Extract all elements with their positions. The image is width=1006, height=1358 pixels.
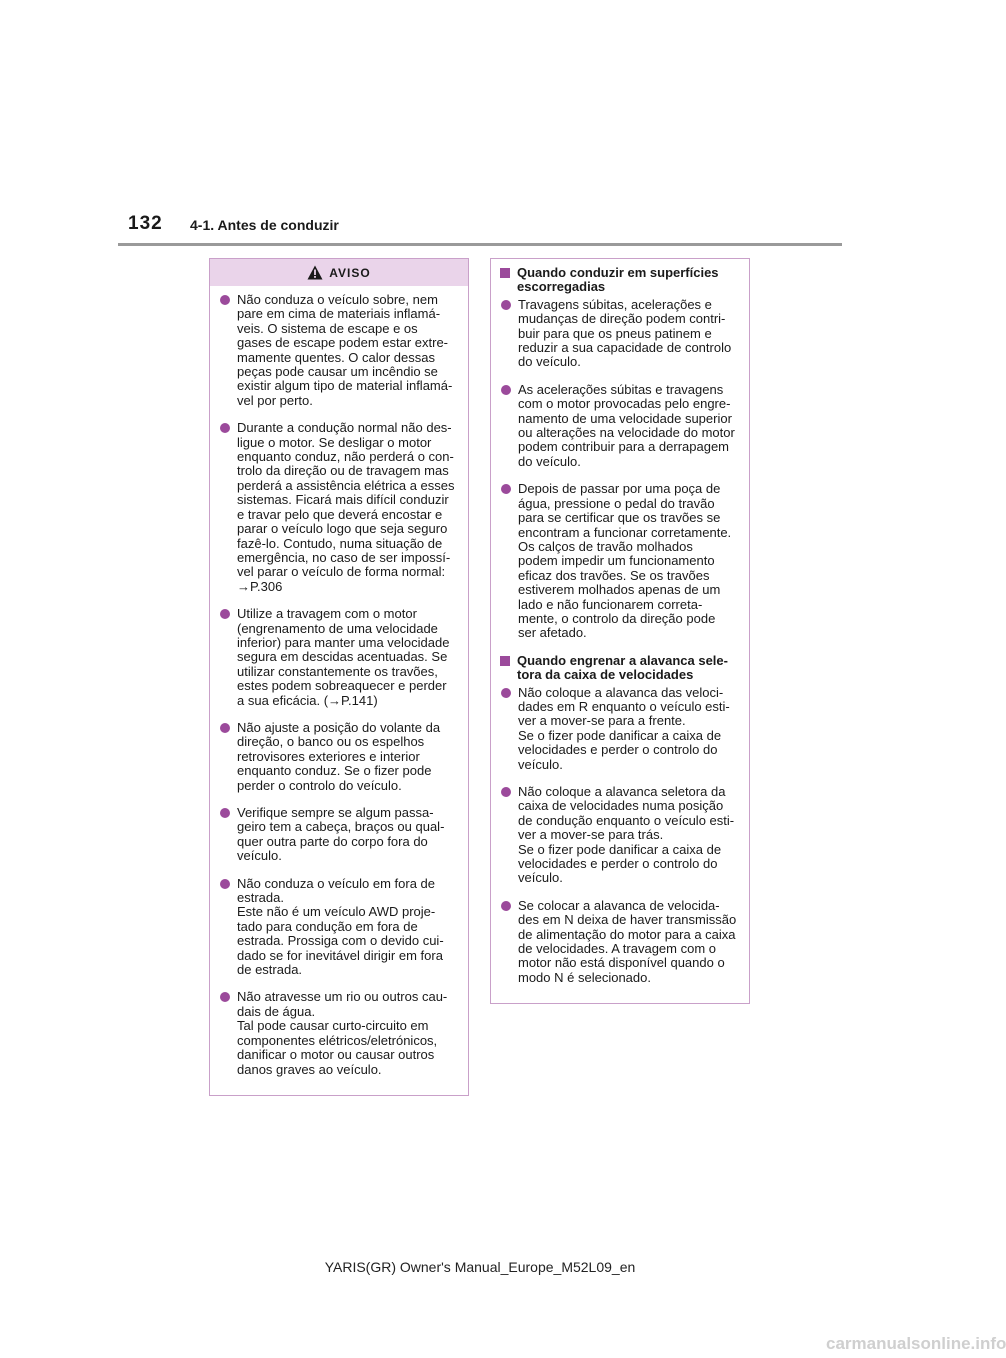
- warning-item-text: Durante a condução normal não des- ligue o motor. Se desligar o motor enquanto conduz, não perderá o con- trolo da direção ou de travagem mas perderá a assistência elétrica a esses sistemas. Ficará mais difícil conduzir e travar pelo que deverá encostar e parar o veículo logo que seja seguro fazê-lo. Contudo, numa situação de emergência, no caso de ser impossí- vel parar o veículo de forma normal: →P.306: [237, 420, 455, 594]
- page-number: 132: [128, 213, 163, 234]
- warning-item: [218, 877, 460, 978]
- warning-item-text: Não ajuste a posição do volante da direção, o banco ou os espelhos retrovisores exteriores e interior enquanto conduz. Se o fizer pode perder o controlo do veículo.: [237, 719, 441, 793]
- bullet-icon: [501, 787, 511, 797]
- warning-item: [218, 421, 460, 594]
- warning-item: [218, 607, 460, 708]
- bullet-icon: [220, 808, 230, 818]
- section-heading: [499, 654, 741, 683]
- bullet-icon: [501, 484, 511, 494]
- info-content: [491, 259, 749, 985]
- info-item: [499, 785, 741, 886]
- warning-item-text: Não conduza o veículo em fora de estrada. Este não é um veículo AWD proje- tado para condução em fora de estrada. Prossiga com o devido cui- dado se for inevitável dirigir em fora de estrada.: [237, 875, 444, 978]
- info-item: [499, 482, 741, 640]
- bullet-icon: [501, 385, 511, 395]
- warning-item-text: Não atravesse um rio ou outros cau- dais de água. Tal pode causar curto-circuito em componentes elétricos/eletrónicos, danificar o motor ou causar outros danos graves ao veículo.: [237, 989, 448, 1077]
- warning-item-text: Verifique sempre se algum passa- geiro tem a cabeça, braços ou qual- quer outra parte do corpo fora do veículo.: [237, 805, 445, 864]
- warning-item-text: Utilize a travagem com o motor (engrenamento de uma velocidade inferior) para manter uma velocidade segura em descidas acentuadas. Se utilizar constantemente os travões, estes podem sobreaquecer e perder a sua eficácia. (→P.141): [237, 606, 450, 708]
- header-divider: [118, 243, 842, 246]
- bullet-icon: [220, 423, 230, 433]
- warning-list: [210, 286, 468, 1077]
- warning-item: [218, 721, 460, 793]
- info-section-gear-lever: [499, 654, 741, 986]
- square-bullet-icon: [500, 268, 510, 278]
- section-heading: [499, 266, 741, 295]
- footer-manual-id: YARIS(GR) Owner's Manual_Europe_M52L09_en: [324, 1259, 636, 1275]
- info-item-text: Se colocar a alavanca de velocida- des em N deixa de haver transmissão de alimentação do motor para a caixa de velocidades. A travagem com o motor não está disponível quando o modo N é selecionado.: [518, 897, 737, 985]
- bullet-icon: [501, 688, 511, 698]
- info-item: [499, 298, 741, 370]
- bullet-icon: [220, 992, 230, 1002]
- info-item-text: As acelerações súbitas e travagens com o motor provocadas pelo engre- namento de uma velocidade superior ou alterações na velocidade do motor podem contribuir para a derrapagem do veículo.: [518, 381, 735, 469]
- info-section-slippery: [499, 266, 741, 641]
- section-title: 4-1. Antes de conduzir: [190, 217, 339, 233]
- info-item-text: Travagens súbitas, acelerações e mudanças de direção podem contri- buir para que os pneus patinem e reduzir a sua capacidade de controlo do veículo.: [518, 296, 732, 370]
- warning-box: [209, 258, 469, 1096]
- watermark: carmanualsonline.info: [826, 1334, 1006, 1353]
- warning-item-text: Não conduza o veículo sobre, nem pare em cima de materiais inflamá- veis. O sistema de escape e os gases de escape podem estar extre- mamente quentes. O calor dessas peças pode causar um incêndio se existir algum tipo de material inflamá- vel por perto.: [237, 292, 453, 408]
- section-heading-text: Quando engrenar a alavanca sele- tora da caixa de velocidades: [517, 652, 728, 683]
- info-item: [499, 899, 741, 985]
- bullet-icon: [220, 609, 230, 619]
- warning-triangle-icon: [307, 265, 323, 280]
- warning-title: AVISO: [329, 265, 371, 280]
- section-heading-text: Quando conduzir em superfícies escorregadias: [517, 265, 719, 295]
- bullet-icon: [220, 295, 230, 305]
- info-item-text: Não coloque a alavanca seletora da caixa de velocidades numa posição de condução enquanto o veículo esti- ver a mover-se para trás. Se o fizer pode danificar a caixa de velocidades e perder o controlo do veículo.: [518, 784, 735, 886]
- info-item: [499, 383, 741, 469]
- info-box: [490, 258, 750, 1004]
- warning-header: [210, 259, 468, 286]
- bullet-icon: [220, 723, 230, 733]
- warning-item: [218, 806, 460, 864]
- info-item-text: Não coloque a alavanca das veloci- dades em R enquanto o veículo esti- ver a mover-se para a frente. Se o fizer pode danificar a caixa de velocidades e perder o controlo do veículo.: [518, 684, 730, 772]
- bullet-icon: [501, 901, 511, 911]
- info-item: [499, 686, 741, 772]
- bullet-icon: [501, 300, 511, 310]
- warning-item: [218, 990, 460, 1076]
- bullet-icon: [220, 879, 230, 889]
- warning-item: [218, 293, 460, 408]
- square-bullet-icon: [500, 656, 510, 666]
- info-item-text: Depois de passar por uma poça de água, pressione o pedal do travão para se certificar que os travões se encontram a funcionar corretamente. Os calços de travão molhados podem impedir um funcionamento eficaz dos travões. Se os travões estiverem molhados apenas de um lado e não funcionarem correta- mente, o controlo da direção pode ser afetado.: [518, 481, 732, 641]
